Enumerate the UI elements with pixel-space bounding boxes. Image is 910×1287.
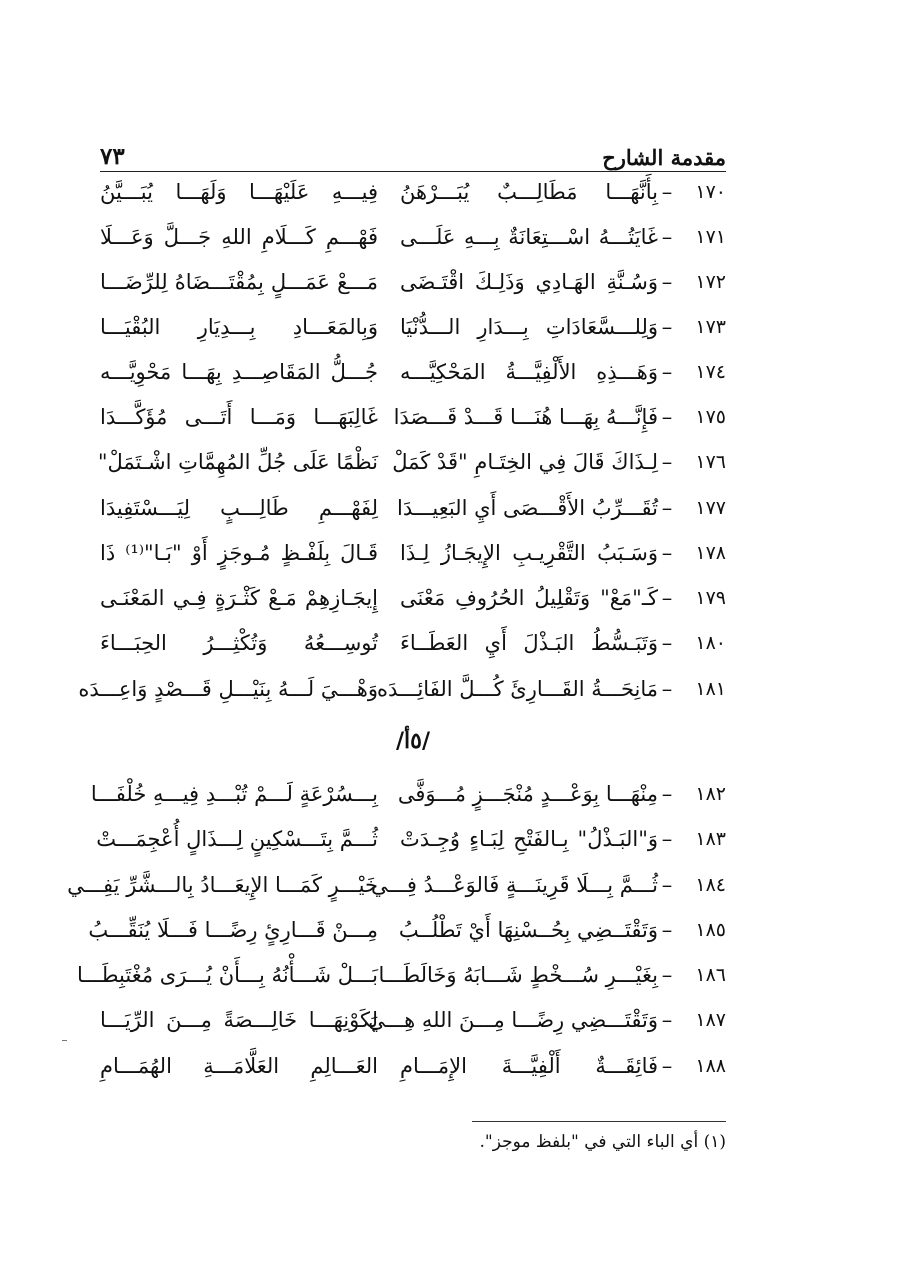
second-hemistich: قَـالَ بِلَفْـظٍ مُـوجَزٍ أَوْ "بَـا"⁽¹⁾ ذَا (100, 541, 378, 565)
verse-number: ١٨١ (695, 678, 726, 700)
verse-dash: – (661, 270, 673, 294)
verse-dash: – (661, 1054, 673, 1078)
chapter-title: مقدمة الشارح (602, 145, 726, 170)
verse-line (78, 669, 726, 709)
second-hemistich: وَهْـــيَ لَـــهُ بِنَيْـــلِ قَـــصْدٍ وَاعِـــدَه (78, 677, 378, 701)
second-hemistich: بَـــلْ شَـــأْنُهُ بِـــأَنْ يُـــرَى مُغْتَبِطَـــا (76, 963, 378, 987)
verse-line (100, 352, 726, 392)
verse-line (97, 442, 726, 482)
first-hemistich: غَايَتُـــهُ اسْـــتِعَانَةٌ بِـــهِ عَلَـــى (400, 225, 658, 249)
running-header (100, 128, 726, 170)
verse-dash: – (661, 631, 673, 655)
verse-number: ١٧٩ (695, 587, 726, 609)
verse-dash: – (661, 180, 673, 204)
second-hemistich: مِـــنْ قَـــارِئٍ رِضًـــا فَـــلَا يُنَقِّـــبُ (88, 918, 378, 942)
verse-line (100, 488, 726, 528)
first-hemistich: وَ"البَـذْلُ" بِـالفَتْحِ لِبَـاءٍ وُجِـدَتْ (400, 827, 658, 851)
verse-line (100, 578, 726, 618)
verse-dash: – (661, 873, 673, 897)
verse-line (100, 1000, 726, 1040)
first-hemistich: وَلِلـــسَّعَادَاتِ بِـــدَارِ الـــدُّنْيَا (400, 315, 658, 339)
second-hemistich: فَهْـــمِ كَـــلَامِ اللهِ جَـــلَّ وَعَـــلَا (100, 225, 378, 249)
verse-number: ١٧٣ (695, 316, 726, 338)
verse-dash: – (661, 496, 673, 520)
verse-number: ١٧٤ (695, 361, 726, 383)
verse-dash: – (661, 827, 673, 851)
verse-dash: – (661, 225, 673, 249)
second-hemistich: وَبِالمَعَـــادِ بِـــدِيَارِ البُقْيَـــا (100, 315, 378, 339)
second-hemistich: العَـــالِمِ العَلَّامَـــةِ الهُمَـــامِ (100, 1054, 378, 1078)
verse-number: ١٧٦ (695, 451, 726, 473)
first-hemistich: وَتَبَـسُّطُ البَـذْلَ أَيِ العَطَــاءَ (400, 631, 658, 655)
first-hemistich: وَتَقْتَـــضِي رِضًـــا مِـــنَ اللهِ هِـــيَ (368, 1008, 658, 1032)
second-hemistich: جُـــلُّ المَقَاصِـــدِ بِهَـــا مَحْوِيَّـــه (100, 360, 378, 384)
second-hemistich: نَظْمًا عَلَى جُلِّ المُهِمَّاتِ اشْـتَمَلْ" (97, 450, 378, 474)
second-hemistich: ثُـــمَّ بِتَـــسْكِينٍ لِـــذَالٍ أُعْجِمَـــتْ (96, 827, 378, 851)
verse-dash: – (661, 360, 673, 384)
verse-number: ١٧٨ (695, 542, 726, 564)
verse-dash: – (661, 450, 673, 474)
verse-number: ١٧٧ (695, 497, 726, 519)
verse-dash: – (661, 918, 673, 942)
footnote-separator (472, 1121, 726, 1122)
verse-line (96, 819, 726, 859)
verse-dash: – (661, 963, 673, 987)
page-number: ٧٣ (100, 143, 125, 170)
verse-dash: – (661, 1008, 673, 1032)
verse-line (100, 307, 726, 347)
first-hemistich: فَإِنَّـــهُ بِهَـــا هُنَـــا قَـــدْ قَـــصَدَا (393, 405, 658, 429)
verse-line (100, 533, 726, 573)
verse-number: ١٨٣ (695, 828, 726, 850)
verse-line (100, 262, 726, 302)
verse-line (88, 910, 726, 950)
margin-mark (62, 1040, 67, 1041)
first-hemistich: بِغَيْـــرِ سُـــخْطٍ شَـــابَهُ وَخَالَطَـــا (378, 963, 658, 987)
verse-number: ١٨٠ (695, 632, 726, 654)
verse-number: ١٨٦ (695, 964, 726, 986)
verse-number: ١٧٠ (695, 181, 726, 203)
first-hemistich: وَتَقْتَــضِي بِحُــسْنِهَا أَيْ تَطْلُــبُ (398, 918, 658, 942)
second-hemistich: لِكَوْنِهَـــا خَالِـــصَةً مِـــنَ الرِّيَـــا (100, 1008, 378, 1032)
folio-marker: /٥أ/ (395, 728, 431, 754)
verse-number: ١٨٥ (695, 919, 726, 941)
first-hemistich: وَهَـــذِهِ الأَلْفِيَّـــةُ المَحْكِيَّـــه (400, 360, 658, 384)
second-hemistich: فِيـــهِ عَلَيْهَـــا وَلَهَـــا يُبَـــيَّنُ (100, 180, 378, 204)
verse-dash: – (661, 405, 673, 429)
second-hemistich: لِفَهْـــمِ طَالِـــبٍ لِيَـــسْتَفِيدَا (100, 496, 378, 520)
first-hemistich: فَائِقَـــةٌ أَلْفِيَّـــةَ الإِمَـــامِ (400, 1054, 658, 1078)
first-hemistich: وَسُـنَّةِ الهَـادِي وَذَلِـكَ اقْتَـضَى (400, 270, 658, 294)
verse-dash: – (661, 782, 673, 806)
verse-number: ١٨٨ (695, 1055, 726, 1077)
second-hemistich: مَـــعْ عَمَـــلٍ بِمُقْتَـــضَاهُ لِلرِّضَـــا (100, 270, 378, 294)
verse-number: ١٨٤ (695, 874, 726, 896)
verse-dash: – (661, 315, 673, 339)
first-hemistich: مَانِحَـــةُ القَـــارِئَ كُـــلَّ الفَائِـــدَه (376, 677, 658, 701)
verse-dash: – (661, 541, 673, 565)
verse-line (100, 172, 726, 212)
verse-number: ١٧٥ (695, 406, 726, 428)
second-hemistich: غَالِبَهَـــا وَمَـــا أَتَـــى مُؤَكَّـــدَا (100, 405, 378, 429)
first-hemistich: وَسَـبَبُ التَّقْرِيـبِ الإِيجَـازُ لِـذَا (400, 541, 658, 565)
second-hemistich: تُوسِـــعُهُ وَتُكْثِـــرُ الحِبَـــاءَ (100, 631, 378, 655)
verse-line (76, 955, 726, 995)
second-hemistich: إِيجَـازِهِمْ مَـعْ كَثْـرَةٍ فِـي المَعْنَـى (100, 586, 378, 610)
verse-line (90, 774, 726, 814)
verse-line (100, 217, 726, 257)
first-hemistich: تُقَـــرِّبُ الأَقْـــصَى أَيِ البَعِيـــدَا (397, 496, 658, 520)
verse-line (100, 397, 726, 437)
verse-line (100, 1046, 726, 1086)
verse-number: ١٨٢ (695, 783, 726, 805)
verse-line (67, 865, 726, 905)
first-hemistich: مِنْهَـــا بِوَعْـــدٍ مُنْجَـــزٍ مُـــوَفَّى (397, 782, 658, 806)
second-hemistich: بِـــسُرْعَةٍ لَـــمْ تُبْـــدِ فِيـــهِ خُلْفَـــا (90, 782, 378, 806)
verse-dash: – (661, 586, 673, 610)
footnote: (١) أي الباء التي في "بلفظ موجز". (479, 1132, 726, 1152)
verse-dash: – (661, 677, 673, 701)
verse-number: ١٧١ (695, 226, 726, 248)
first-hemistich: ثُـــمَّ بِـــلَا قَرِينَـــةٍ فَالوَعْـــدُ فِـــي (370, 873, 658, 897)
verse-line (100, 623, 726, 663)
verse-number: ١٨٧ (695, 1009, 726, 1031)
first-hemistich: كَـ"مَعْ" وَتَقْلِيلُ الحُرُوفِ مَعْنَى (400, 586, 658, 610)
second-hemistich: خَيْـــرٍ كَمَـــا الإِيعَـــادُ بِالـــشَّرِّ يَفِـــي (67, 873, 378, 897)
verse-number: ١٧٢ (695, 271, 726, 293)
first-hemistich: بِأَنَّهَـــا مَطَالِـــبٌ يُبَـــرْهَنُ (400, 180, 658, 204)
first-hemistich: لِـذَاكَ قَالَ فِي الخِتَـامِ "قَدْ كَمَلْ (392, 450, 658, 474)
